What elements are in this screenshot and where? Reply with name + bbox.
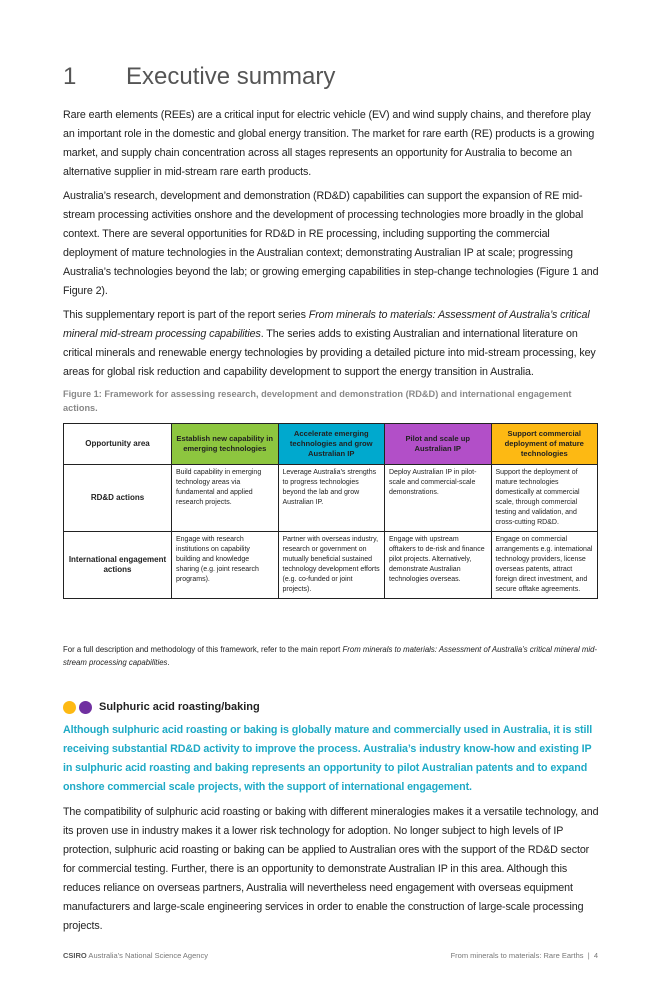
footer-right: From minerals to materials: Rare Earths | 4 [450,951,598,960]
page [63,0,599,981]
text: . The series adds to existing Australian and international literature on critical minerals and renewable energy technologies by providing a detailed picture into mid-stream processing, key areas for global risk reduction and capability development to support the energy transition in Australia. [63,328,596,378]
header-cell: Establish new capability in emerging technologies [172,424,279,465]
subsection-title: Sulphuric acid roasting/baking [99,701,260,713]
subsection-heading [63,699,599,715]
figure-note [63,643,599,669]
table-cell: Support the deployment of mature technologies domestically at commercial scale, through commercial testing and validation, and cross-cutting RD&D. [491,465,598,532]
yellow-dot-icon [63,701,76,714]
table-header-row [64,424,598,465]
paragraph: Australia’s research, development and demonstration (RD&D) capabilities can support the expansion of RE mid-stream processing activities onshore and the development of processing technologies more broadly in the global context. There are several opportunities for RD&D in RE processing, including supporting the commercial deployment of mature technologies in the Australian context; demonstrating Australian IP at scale; progressing Australia’s technologies beyond the lab; or growing emerging capabilities in step-change technologies (Figure 1 and Figure 2). [63,190,599,297]
header-cell: Pilot and scale up Australian IP [385,424,492,465]
table-cell: Engage with upstream offtakers to de-risk and finance pilot projects. Alternatively, demonstrate Australian technologies overseas. [385,532,492,599]
paragraph: The compatibility of sulphuric acid roasting or baking with different mineralogies makes it a versatile technology, and its proven use in industry makes it a lower risk technology for adoption. No longer subject to high levels of IP protection, sulphuric acid roasting or baking can be applied to Australian ores with the support of the RD&D sector for commercial testing. Further, there is an opportunity to demonstrate Australian IP in this area. Although this reduces reliance on overseas partners, Australia will nevertheless need engagement with overseas equipment manufacturers and large-scale engineering services in order to enable the construction of large-scale processing projects. [63,806,599,932]
header-cell: Support commercial deployment of mature technologies [491,424,598,465]
section-number: 1 [63,63,77,90]
text: . [167,658,170,667]
table-row [64,465,598,532]
header-cell: Accelerate emerging technologies and grow Australian IP [278,424,385,465]
figure-caption: Figure 1: Framework for assessing research, development and demonstration (RD&D) and international engagement actions. [63,389,572,413]
table-cell: Deploy Australian IP in pilot-scale and commercial-scale demonstrations. [385,465,492,532]
table-cell: Build capability in emerging technology areas via fundamental and applied research projects. [172,465,279,532]
framework-table [63,423,598,599]
row-label: International engagement actions [64,532,172,599]
text: This supplementary report is part of the report series [63,309,309,321]
page-footer [63,950,598,961]
report-title: From minerals to materials: Assessment of Australia’s critical mineral mid-stream processing capabilities [63,645,598,667]
text: For a full description and methodology of this framework, refer to the main report [63,645,343,654]
table-row [64,532,598,599]
paragraph: Rare earth elements (REEs) are a critical input for electric vehicle (EV) and wind supply chains, and therefore play an important role in the domestic and global energy transition. The market for rare earth (RE) products is a growing market, and supply chain concentration across all stages represents an opportunity for Australia to become an alternative supplier in mid-stream rare earth products. [63,109,595,178]
paragraph [63,306,599,382]
table-cell: Partner with overseas industry, research or government on mutually beneficial sustained technology development efforts (e.g. co-funded or joint projects). [278,532,385,599]
report-title: From minerals to materials: Assessment of Australia’s critical mineral mid-stream processing capabilities [63,309,590,340]
org-name: CSIRO [63,951,87,960]
section-title: Executive summary [126,63,336,90]
page-title [63,62,599,92]
purple-dot-icon [79,701,92,714]
org-tagline: Australia’s National Science Agency [86,951,208,960]
lead-paragraph: Although sulphuric acid roasting or baking is globally mature and commercially used in Australia, it is still receiving substantial RD&D activity to improve the process. Australia’s industry know-how and existing IP in sulphuric acid roasting and baking represents an opportunity to pilot Australian patents and to expand onshore commercial scale projects, with the support of international engagement. [63,724,593,793]
table-cell: Engage with research institutions on capability building and knowledge sharing (e.g. joint research programs). [172,532,279,599]
footer-left [63,950,208,961]
header-cell: Opportunity area [64,424,172,465]
row-label: RD&D actions [64,465,172,532]
table-cell: Leverage Australia’s strengths to progress technologies beyond the lab and grow Australian IP. [278,465,385,532]
table-cell: Engage on commercial arrangements e.g. international technology providers, license overseas patents, attract foreign direct investment, and secure offtake agreements. [491,532,598,599]
